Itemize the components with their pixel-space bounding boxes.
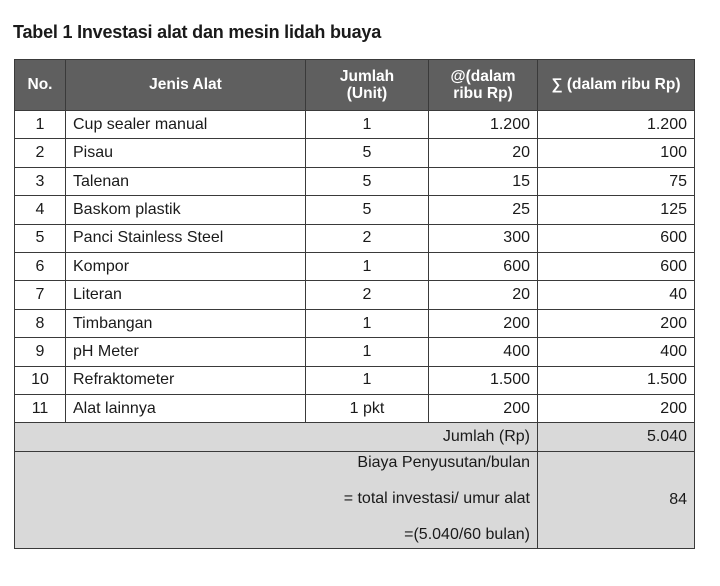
cell-total: 400 bbox=[538, 338, 695, 366]
cell-jenis: Talenan bbox=[66, 167, 306, 195]
cell-total: 100 bbox=[538, 139, 695, 167]
depreciation-row bbox=[15, 451, 695, 548]
table-row bbox=[15, 139, 695, 167]
cell-jumlah: 1 bbox=[306, 338, 429, 366]
table-row bbox=[15, 196, 695, 224]
cell-harga: 1.200 bbox=[429, 111, 538, 139]
table-row bbox=[15, 281, 695, 309]
cell-total: 40 bbox=[538, 281, 695, 309]
cell-harga: 600 bbox=[429, 252, 538, 280]
cell-no: 11 bbox=[15, 394, 66, 422]
cell-no: 7 bbox=[15, 281, 66, 309]
cell-total: 75 bbox=[538, 167, 695, 195]
header-harga-line1: @(dalam bbox=[450, 67, 516, 85]
table-row bbox=[15, 394, 695, 422]
cell-total: 600 bbox=[538, 224, 695, 252]
cell-harga: 400 bbox=[429, 338, 538, 366]
table-row bbox=[15, 224, 695, 252]
cell-jenis: Timbangan bbox=[66, 309, 306, 337]
cell-no: 6 bbox=[15, 252, 66, 280]
cell-no: 9 bbox=[15, 338, 66, 366]
cell-harga: 1.500 bbox=[429, 366, 538, 394]
cell-no: 5 bbox=[15, 224, 66, 252]
table-row bbox=[15, 309, 695, 337]
table-row bbox=[15, 111, 695, 139]
sum-label: Jumlah (Rp) bbox=[15, 423, 538, 451]
cell-jenis: Alat lainnya bbox=[66, 394, 306, 422]
cell-jumlah: 5 bbox=[306, 139, 429, 167]
cell-jenis: pH Meter bbox=[66, 338, 306, 366]
header-jumlah-line2: (Unit) bbox=[346, 85, 388, 102]
cell-total: 1.200 bbox=[538, 111, 695, 139]
cell-total: 125 bbox=[538, 196, 695, 224]
cell-total: 1.500 bbox=[538, 366, 695, 394]
depreciation-line-3: =(5.040/60 bulan) bbox=[404, 525, 530, 543]
cell-jumlah: 5 bbox=[306, 196, 429, 224]
cell-total: 600 bbox=[538, 252, 695, 280]
cell-harga: 15 bbox=[429, 167, 538, 195]
cell-jenis: Literan bbox=[66, 281, 306, 309]
cell-jumlah: 1 pkt bbox=[306, 394, 429, 422]
sum-value: 5.040 bbox=[538, 423, 695, 451]
header-jumlah bbox=[306, 60, 429, 111]
cell-no: 4 bbox=[15, 196, 66, 224]
cell-harga: 200 bbox=[429, 309, 538, 337]
header-no: No. bbox=[15, 60, 66, 111]
cell-jumlah: 1 bbox=[306, 366, 429, 394]
cell-harga: 20 bbox=[429, 281, 538, 309]
cell-jumlah: 1 bbox=[306, 252, 429, 280]
depreciation-value: 84 bbox=[538, 451, 695, 548]
cell-jumlah: 5 bbox=[306, 167, 429, 195]
header-jumlah-line1: Jumlah bbox=[339, 67, 395, 85]
cell-no: 3 bbox=[15, 167, 66, 195]
header-total: ∑ (dalam ribu Rp) bbox=[538, 60, 695, 111]
investment-table bbox=[14, 59, 695, 549]
cell-jenis: Baskom plastik bbox=[66, 196, 306, 224]
cell-no: 2 bbox=[15, 139, 66, 167]
cell-harga: 25 bbox=[429, 196, 538, 224]
table-row bbox=[15, 167, 695, 195]
cell-jumlah: 2 bbox=[306, 224, 429, 252]
table-header-row bbox=[15, 60, 695, 111]
cell-total: 200 bbox=[538, 309, 695, 337]
table-caption: Tabel 1 Investasi alat dan mesin lidah buaya bbox=[13, 22, 382, 42]
header-harga-line2: ribu Rp) bbox=[453, 85, 513, 102]
header-harga bbox=[429, 60, 538, 111]
sum-row bbox=[15, 423, 695, 451]
cell-harga: 200 bbox=[429, 394, 538, 422]
depreciation-line-2: = total investasi/ umur alat bbox=[343, 489, 530, 507]
cell-jumlah: 1 bbox=[306, 111, 429, 139]
cell-no: 10 bbox=[15, 366, 66, 394]
cell-jenis: Cup sealer manual bbox=[66, 111, 306, 139]
cell-jenis: Panci Stainless Steel bbox=[66, 224, 306, 252]
cell-harga: 20 bbox=[429, 139, 538, 167]
cell-jenis: Pisau bbox=[66, 139, 306, 167]
cell-jumlah: 2 bbox=[306, 281, 429, 309]
header-jenis-alat: Jenis Alat bbox=[66, 60, 306, 111]
cell-no: 8 bbox=[15, 309, 66, 337]
cell-harga: 300 bbox=[429, 224, 538, 252]
cell-jenis: Kompor bbox=[66, 252, 306, 280]
depreciation-formula bbox=[15, 451, 538, 548]
table-row bbox=[15, 252, 695, 280]
table-row bbox=[15, 338, 695, 366]
cell-jenis: Refraktometer bbox=[66, 366, 306, 394]
cell-no: 1 bbox=[15, 111, 66, 139]
depreciation-line-1: Biaya Penyusutan/bulan bbox=[357, 453, 530, 471]
cell-jumlah: 1 bbox=[306, 309, 429, 337]
cell-total: 200 bbox=[538, 394, 695, 422]
table-row bbox=[15, 366, 695, 394]
